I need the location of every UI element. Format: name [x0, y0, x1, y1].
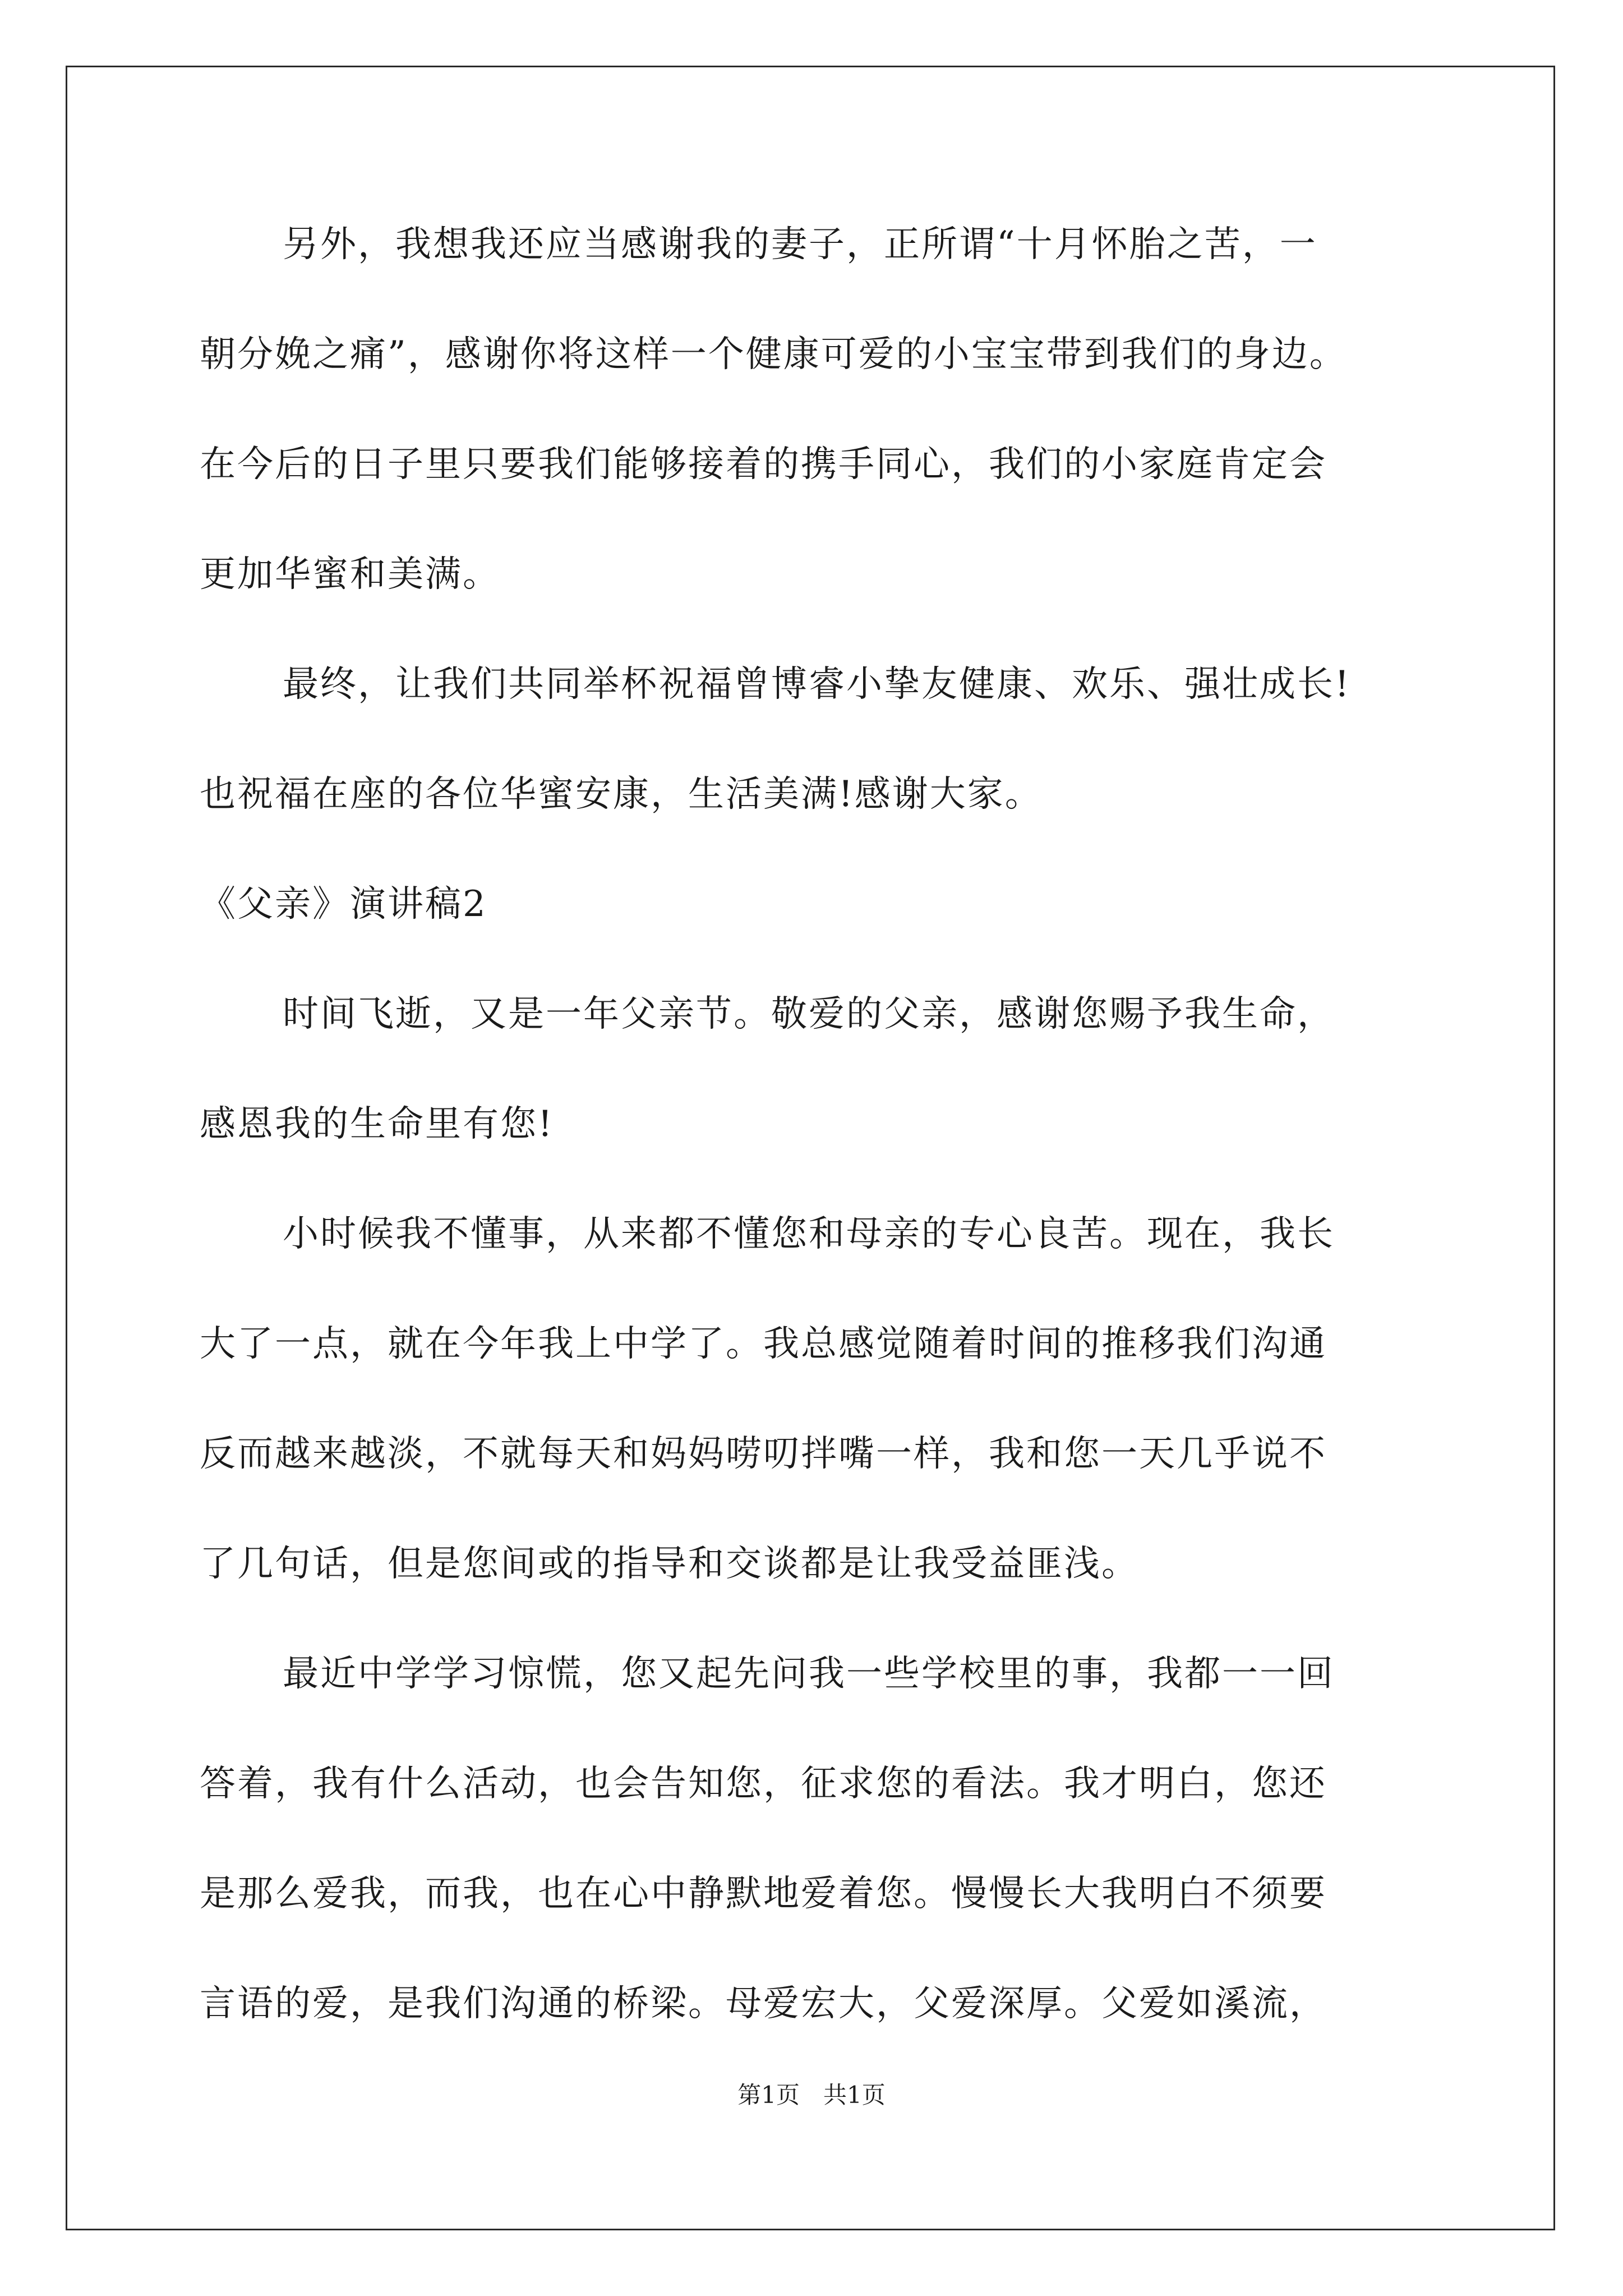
page-footer: 第1页 共1页	[737, 2081, 886, 2109]
text-line: 另外，我想我还应当感谢我的妻子，正所谓“十月怀胎之苦，一	[283, 224, 1317, 265]
text-line: 答着，我有什么活动，也会告知您，征求您的看法。我才明白，您还	[200, 1763, 1327, 1805]
text-line: 时间飞逝，又是一年父亲节。敬爱的父亲，感谢您赐予我生命，	[283, 993, 1335, 1035]
text-line: 大了一点，就在今年我上中学了。我总感觉随着时间的推移我们沟通	[200, 1323, 1327, 1365]
text-line: 小时候我不懂事，从来都不懂您和母亲的专心良苦。现在，我长	[283, 1213, 1335, 1255]
text-line: 最近中学学习惊慌，您又起先问我一些学校里的事，我都一一回	[283, 1653, 1335, 1695]
text-line: 感恩我的生命里有您!	[200, 1103, 554, 1145]
section-heading: 《父亲》演讲稿2	[200, 884, 487, 925]
text-line: 最终，让我们共同举杯祝福曾博睿小挚友健康、欢乐、强壮成长!	[283, 664, 1351, 705]
text-line: 言语的爱，是我们沟通的桥梁。母爱宏大，父爱深厚。父爱如溪流，	[200, 1983, 1327, 2024]
text-line: 了几句话，但是您间或的指导和交谈都是让我受益匪浅。	[200, 1543, 1139, 1585]
text-line: 反而越来越淡，不就每天和妈妈唠叨拌嘴一样，我和您一天几乎说不	[200, 1433, 1327, 1475]
text-line: 在今后的日子里只要我们能够接着的携手同心，我们的小家庭肯定会	[200, 444, 1327, 485]
text-line: 更加华蜜和美满。	[200, 554, 500, 595]
text-line: 朝分娩之痛”，感谢你将这样一个健康可爱的小宝宝带到我们的身边。	[200, 334, 1347, 375]
text-line: 也祝福在座的各位华蜜安康，生活美满!感谢大家。	[200, 774, 1043, 815]
text-line: 是那么爱我，而我，也在心中静默地爱着您。慢慢长大我明白不须要	[200, 1873, 1327, 1915]
